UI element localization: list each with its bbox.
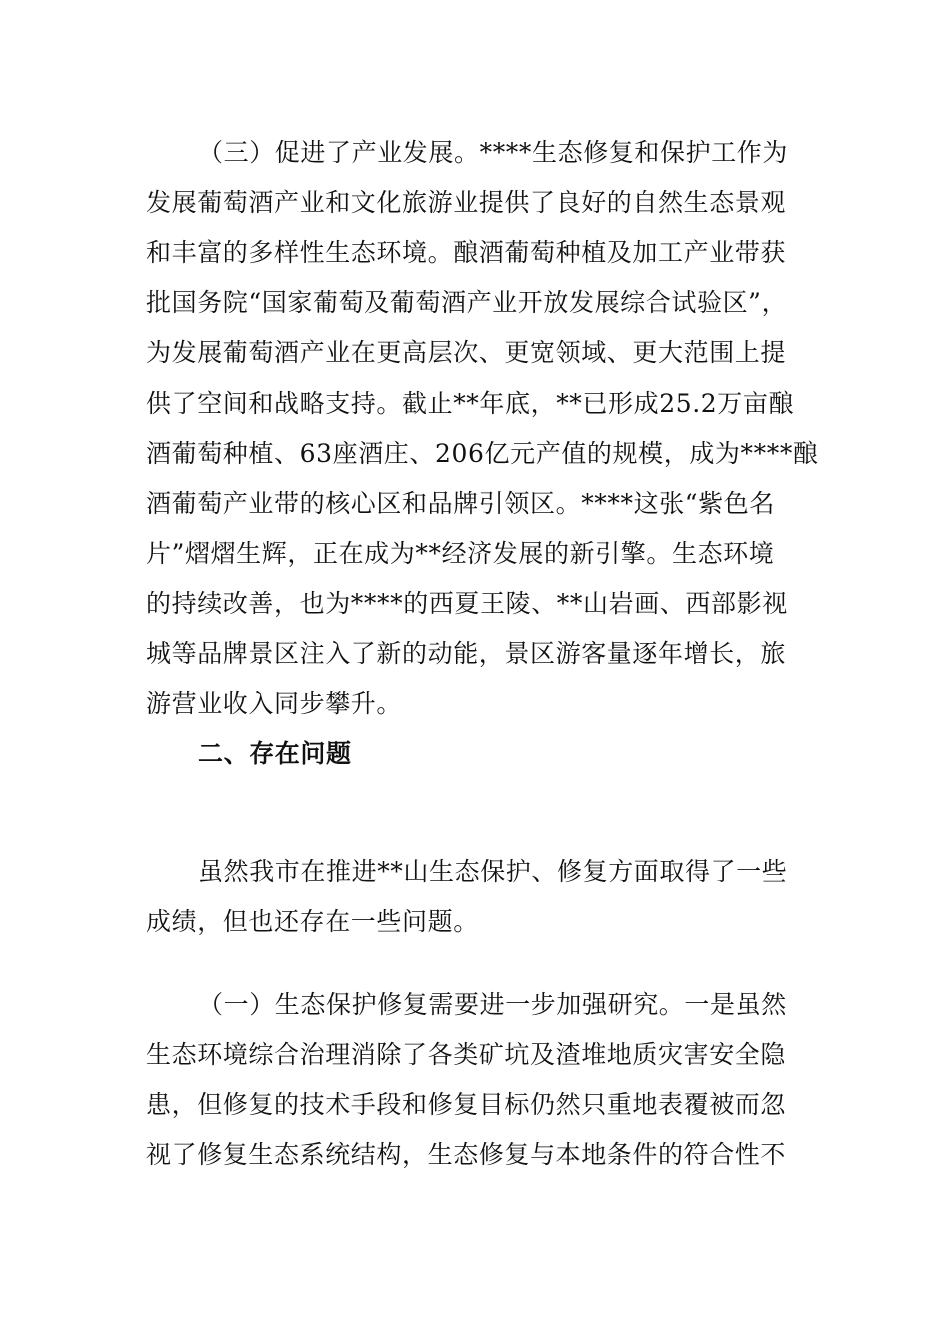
paragraph-line: 和丰富的多样性生态环境。酿酒葡萄种植及加工产业带获 [146,238,787,267]
paragraph-line: 发展葡萄酒产业和文化旅游业提供了良好的自然生态景观 [146,188,787,217]
paragraph-line: （三）促进了产业发展。****生态修复和保护工作为 [198,138,789,167]
paragraph-line: 城等品牌景区注入了新的动能，景区游客量逐年增长，旅 [146,639,787,668]
paragraph-line: 游营业收入同步攀升。 [146,689,403,718]
paragraph-line: 生态环境综合治理消除了各类矿坑及渣堆地质灾害安全隐 [146,1040,787,1069]
paragraph-line: 酒葡萄种植、63座酒庄、206亿元产值的规模，成为****酿 [146,439,819,468]
paragraph-line: （一）生态保护修复需要进一步加强研究。一是虽然 [198,990,787,1019]
paragraph-line: 片”熠熠生辉，正在成为**经济发展的新引擎。生态环境 [146,539,775,568]
paragraph-line: 酒葡萄产业带的核心区和品牌引领区。****这张“紫色名 [146,489,775,518]
paragraph-line: 虽然我市在推进**山生态保护、修复方面取得了一些 [198,857,788,886]
paragraph-line: 患，但修复的技术手段和修复目标仍然只重地表覆被而忽 [146,1090,787,1119]
paragraph-line: 批国务院“国家葡萄及葡萄酒产业开放发展综合试验区”， [146,288,788,317]
paragraph-line: 的持续改善，也为****的西夏王陵、**山岩画、西部影视 [146,589,788,618]
paragraph-line: 成绩，但也还存在一些问题。 [146,907,479,936]
paragraph-line: 为发展葡萄酒产业在更高层次、更宽领域、更大范围上提 [146,338,787,367]
paragraph-line: 视了修复生态系统结构，生态修复与本地条件的符合性不 [146,1140,787,1169]
paragraph-line: 供了空间和战略支持。截止**年底，**已形成25.2万亩酿 [146,389,795,418]
section-heading: 二、存在问题 [198,739,352,768]
